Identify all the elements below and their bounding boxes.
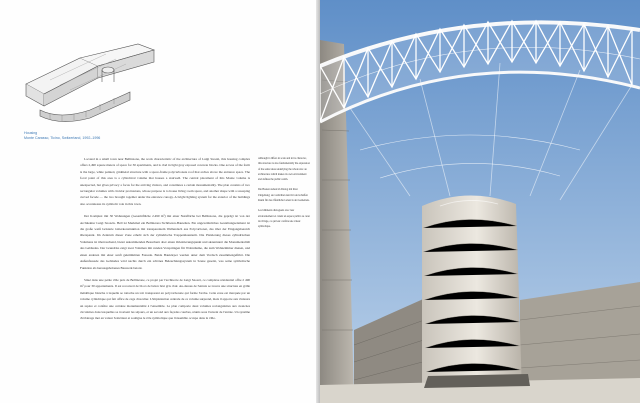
side-paragraph-german: Die Bauten stehen im Dialog mit ihrer Umgebung; sie verdichten den Ort und schaffen Raum für das öffentliche Leben in der Gemeinde. [258, 188, 310, 203]
caption [24, 131, 194, 142]
paragraph-english: Located in a small town near Bellinzona, the work characteristic of the architecture of Luigi Snozzi, this housing complex offers 2,490 square meters of space for 30 apartments, and is clad in light gray exposed concrete blocks. One access of the form is the large, white painted, gridmetal structure with a space-frame polycarbonate roof that arches above the entrance space. The focal point of this area is a cylindrical volume that houses a stairwell. The central placement of this Monte volume is unexpected, but gives privacy a focus for the arriving visitors, and constitutes a certain monumentality. The plan consists of two rectangular volumes with circular protrusions, whose purpose is to house living room space, and another shape with a sweeping curved facade — the two brought together under the entrance canopy. A bright lighting system for the exterior of the buildings also accentuates its symbolic role in this town. [80, 157, 250, 206]
right-page [320, 0, 640, 403]
side-text-column [258, 156, 310, 235]
paragraph-german: Der Komplex mit 30 Wohnungen (Gesamtfläche 2.490 m²) mit einer Nutzfläche bei Bellinzona, die geprägt ist von der Architektur Luigi Snozzis. Hell ist Merkmal ein Bellinzona Sichtbeton-Bauteilen. Ein ungewöhnliches Gestaltungselement ist die große weiß lackierte Gitterkonstruktion mit transparentem Wellendach aus Polycarbonat, das über der Eingangsbereich überspannt. Im Zentrum dieser Zone erhebt sich der zylindrische Treppenhausturm. Die Platzierung dieses zylindrischen Volumens ist überraschend, bietet ankommenden Besuchern aber einen Orientierungspunkt und akzentuiert die Monumentalität des Gebäudes. Der Grundriss zeigt zwei Volumen mit runden Vorsprüngen für Wohnräume, die zum Wohnzimmer dienen, und einen anderen mit einer sanft gekrümmten Fassade. Beide Baukörper werden unter dem Vordach zusammengeführt. Die Außenfassade des Gebäudes wird nachts durch ein schönes Beleuchtungssystem in Szene gesetzt, was seine symbolische Funktion als herausgehobenes Bauwerk betont. [80, 214, 250, 270]
caption-location: Monte Carasso, Ticino, Switzerland, 1992–1996 [24, 136, 101, 141]
building-photograph [320, 0, 640, 403]
main-text-column [80, 156, 250, 328]
axonometric-drawing [20, 40, 160, 122]
left-page [0, 0, 318, 403]
side-paragraph-english: Although it differs in scale and in its character, this structure is also fundamentally the expression of the same ideas underlying the whole site: an architecture which makes its own environment and defines the public realm. [258, 157, 310, 182]
side-paragraph-french: Les bâtiments dialoguent avec leur environnement et créent un espace public au cœur du village, ce qui leur confère une valeur symbolique. [258, 209, 310, 229]
caption-label: Housing [24, 131, 38, 135]
paragraph-french: Situé dans une petite ville près de Bellinzone, ce projet par l'architecte de Luigi Snozzi, ce complexe résidentiel offre 2 490 m² pour 30 appartements. Il est recouvert de blocs de béton brut gris clair. Au-dessus de l'entrée se trouve une structure en grille métallique blanche à laquelle se rattache un toit transparent en polycarbonate qui forme l'arche. Cette zone est marquée par un volume cylindrique qui fait office de cage d'escalier. L'implantation centrale de ce volume surprend, mais il apporte aux visiteurs un repère et confère une certaine monumentalité à l'ensemble. Le plan comporte deux volumes rectangulaires aux avancées circulaires dans lesquelles se trouvent les séjours, et un second aux façades courbes, réunis sous l'auvent de l'entrée. Un système d'éclairage met en valeur l'extérieur et souligne le rôle symbolique que l'ensemble occupe dans la ville. [80, 277, 250, 321]
